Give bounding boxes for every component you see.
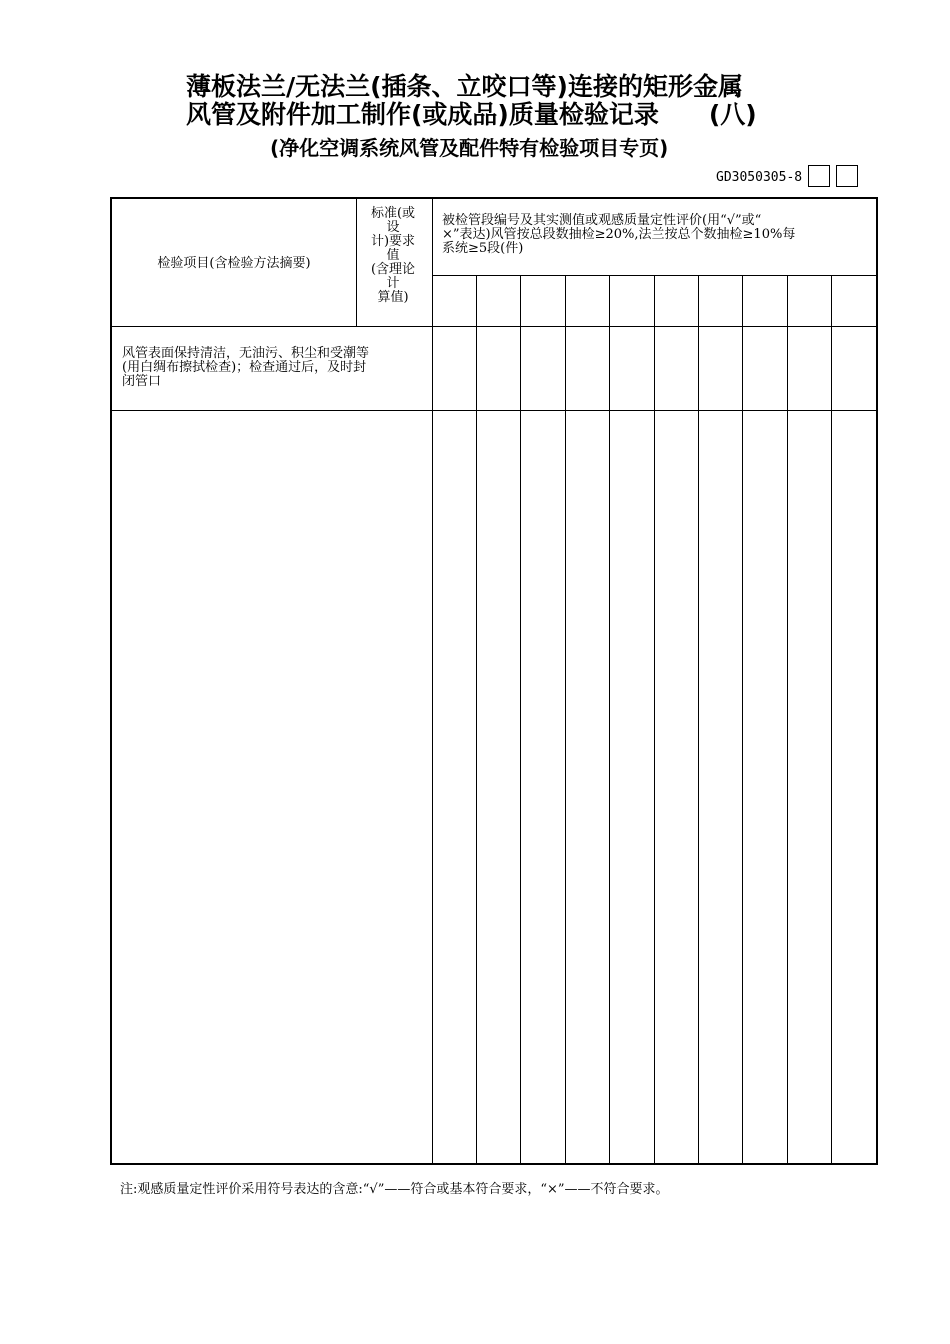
page-title-line1: 薄板法兰/无法兰(插条、立咬口等)连接的矩形金属 [186,72,743,101]
col-divider-s6 [698,275,699,1165]
row-item-line: (用白绸布擦拭检查)；检查通过后，及时封 [122,360,367,375]
row-item-surface-clean [122,347,432,389]
header-sample-line: ×”表达)风管按总段数抽检≥20%,法兰按总个数抽检≥10%每 [442,227,796,242]
row-divider-row1 [112,410,878,411]
col-divider-s7 [742,275,743,1165]
header-standard-line: 计)要求 [370,234,416,249]
col-divider-s1 [476,275,477,1165]
col-divider-s4 [609,275,610,1165]
page-subtitle: (净化空调系统风管及配件特有检验项目专页) [270,136,669,160]
header-standard-line: (含理论 [370,262,416,277]
header-sample-line: 系统≥5段(件) [442,241,524,256]
page-title-line2: 风管及附件加工制作(或成品)质量检验记录 (八) [186,100,757,129]
col-divider-samples [432,199,433,1165]
form-code: GD3050305-8 [716,170,803,185]
header-sample-line: 被检管段编号及其实测值或观感质量定性评价(用“√”或“ [442,213,762,228]
header-standard-value [356,207,430,305]
footer-note: 注:观感质量定性评价采用符号表达的含意:“√”——符合或基本符合要求，“×”——不符合要求。 [120,1182,669,1197]
row-divider-header [112,326,878,327]
col-divider-s5 [654,275,655,1165]
header-standard-line: 计 [386,276,400,291]
header-standard-line: 算值) [377,290,409,305]
form-code-box-2[interactable] [836,165,858,187]
row-item-line: 风管表面保持清洁，无油污、积尘和受潮等 [122,346,370,361]
form-code-box-1[interactable] [808,165,830,187]
header-standard-line: 标准(或 [370,206,416,221]
col-divider-s9 [831,275,832,1165]
row-item-line: 闭管口 [122,374,162,389]
header-inspection-item: 检验项目(含检验方法摘要) [157,256,311,271]
header-standard-line: 值 [386,248,400,263]
col-divider-s3 [565,275,566,1165]
header-sample-description [442,214,878,256]
col-divider-s8 [787,275,788,1165]
col-divider-s2 [520,275,521,1165]
inspection-table [110,197,878,1165]
row-divider-header-sub [432,275,878,276]
header-standard-line: 设 [386,220,400,235]
